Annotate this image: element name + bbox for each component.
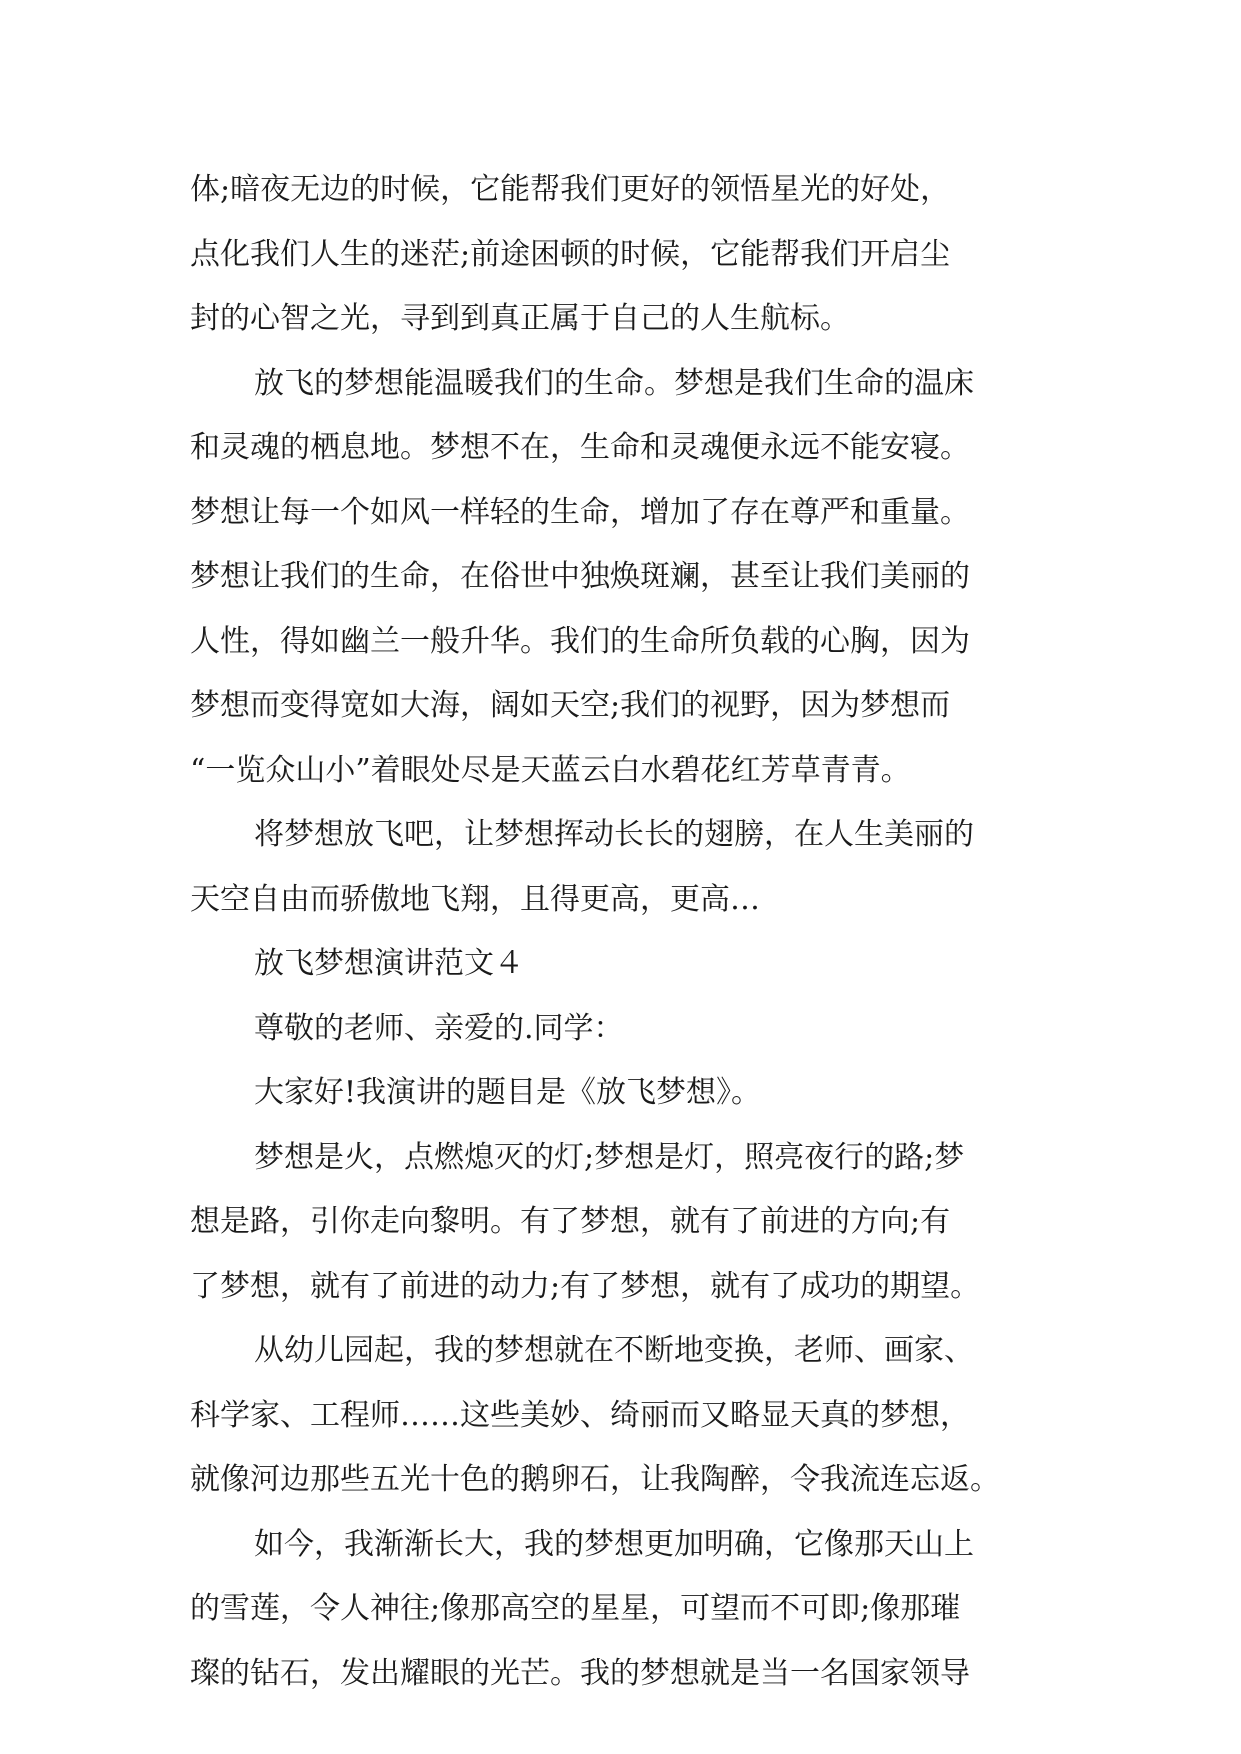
text-line: 了梦想，就有了前进的动力;有了梦想，就有了成功的期望。 <box>190 1268 981 1304</box>
text-line: 梦想让我们的生命，在俗世中独焕斑斓，甚至让我们美丽的 <box>190 559 970 594</box>
text-line: 体;暗夜无边的时候，它能帮我们更好的领悟星光的好处， <box>190 172 951 207</box>
text-line: 科学家、工程师……这些美妙、绮丽而又略显天真的梦想， <box>190 1397 970 1433</box>
section-heading: 放飞梦想演讲范文４ <box>254 946 524 981</box>
text-line: 想是路，引你走向黎明。有了梦想，就有了前进的方向;有 <box>190 1204 951 1239</box>
text-line: 就像河边那些五光十色的鹅卵石，让我陶醉，令我流连忘返。 <box>190 1462 1000 1497</box>
paragraph-first-line: 如今，我渐渐长大，我的梦想更加明确，它像那天山上 <box>254 1526 974 1562</box>
paragraph-first-line: 从幼儿园起，我的梦想就在不断地变换，老师、画家、 <box>254 1333 974 1368</box>
paragraph-first-line: 放飞的梦想能温暖我们的生命。梦想是我们生命的温床 <box>254 365 974 401</box>
text-line: 梦想让每一个如风一样轻的生命，增加了存在尊严和重量。 <box>190 494 970 530</box>
document-body <box>190 158 1070 1706</box>
text-line: 点化我们人生的迷茫;前途困顿的时候，它能帮我们开启尘 <box>190 236 951 272</box>
text-line: 封的心智之光，寻到到真正属于自己的人生航标。 <box>190 301 850 336</box>
text-line: 天空自由而骄傲地飞翔，且得更高，更高… <box>190 881 760 917</box>
paragraph-first-line: 将梦想放飞吧，让梦想挥动长长的翅膀，在人生美丽的 <box>254 817 974 852</box>
text-line: 和灵魂的栖息地。梦想不在，生命和灵魂便永远不能安寝。 <box>190 430 970 465</box>
paragraph-first-line: 梦想是火，点燃熄灭的灯;梦想是灯，照亮夜行的路;梦 <box>254 1139 965 1175</box>
text-line: 璨的钻石，发出耀眼的光芒。我的梦想就是当一名国家领导 <box>190 1655 970 1691</box>
text-line: 人性，得如幽兰一般升华。我们的生命所负载的心胸，因为 <box>190 623 970 659</box>
text-line: 梦想而变得宽如大海，阔如天空;我们的视野，因为梦想而 <box>190 688 951 723</box>
text-line: 的雪莲，令人神往;像那高空的星星，可望而不可即;像那璀 <box>190 1591 961 1626</box>
greeting-line: 大家好!我演讲的题目是《放飞梦想》。 <box>254 1075 762 1110</box>
text-line: “一览众山小”着眼处尽是天蓝云白水碧花红芳草青青。 <box>190 752 911 788</box>
salutation: 尊敬的老师、亲爱的.同学： <box>254 1010 624 1046</box>
